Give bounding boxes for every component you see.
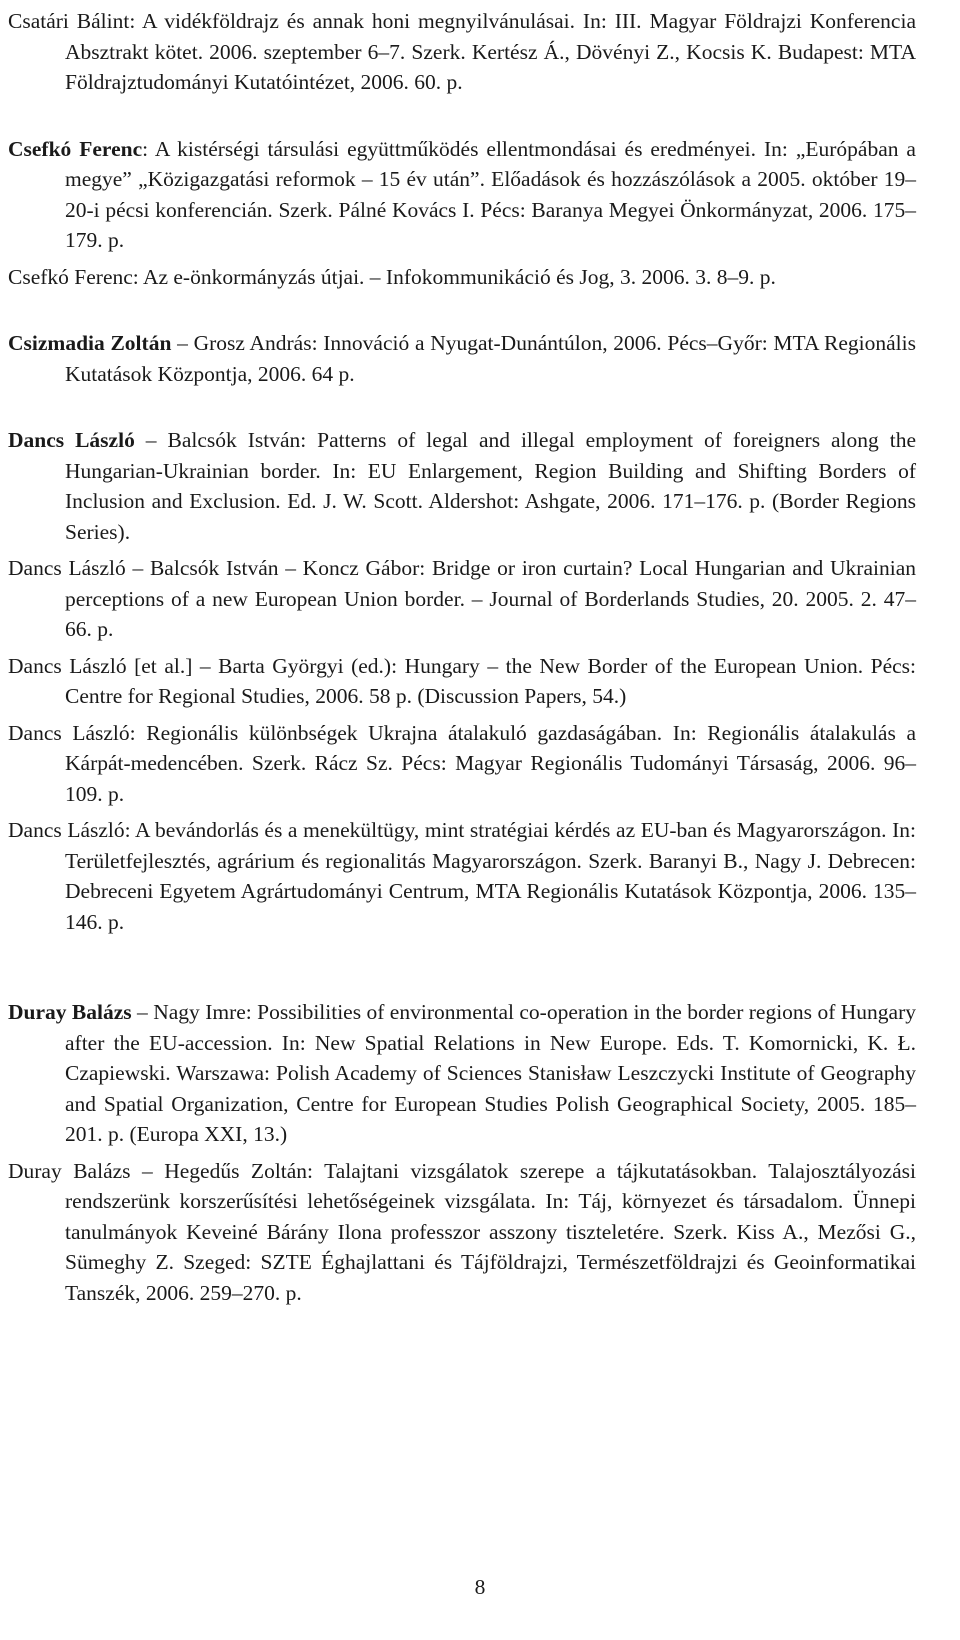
reference-author: Csefkó Ferenc	[8, 136, 143, 161]
reference-entry-dancs-2	[8, 553, 916, 645]
reference-text: Dancs László: A bevándorlás és a menekültügy, mint stratégiai kérdés az EU-ban és Magyarországon. In: Területfejlesztés, agrárium és regionalitás Magyarországon. Szerk. Baranyi B., Nagy J. Debrecen: Debreceni Egyetem Agrártudományi Centrum, MTA Regionális Kutatások Központja, 2006. 135–146. p.	[8, 818, 916, 934]
reference-entry-csizmadia	[8, 328, 916, 389]
reference-text: Csatári Bálint: A vidékföldrajz és annak honi megnyilvánulásai. In: III. Magyar Földrajzi Konferencia Absztrakt kötet. 2006. szeptember 6–7. Szerk. Kertész Á., Dövényi Z., Kocsis K. Budapest: MTA Földrajztudományi Kutatóintézet, 2006. 60. p.	[8, 9, 916, 94]
reference-entry-csefko-1	[8, 134, 916, 256]
reference-text: – Balcsók István: Patterns of legal and illegal employment of foreigners along the Hungarian-Ukrainian border. In: EU Enlargement, Region Building and Shifting Borders of Inclusion and Exclusion. Ed. J. W. Scott. Aldershot: Ashgate, 2006. 171–176. p. (Border Regions Series).	[65, 428, 916, 544]
reference-text: Dancs László: Regionális különbségek Ukrajna átalakuló gazdaságában. In: Regionális átalakulás a Kárpát-medencében. Szerk. Rácz Sz. Pécs: Magyar Regionális Tudományi Társaság, 2006. 96–109. p.	[8, 720, 916, 806]
reference-author: Duray Balázs	[8, 1000, 132, 1024]
reference-text: Csefkó Ferenc: Az e-önkormányzás útjai. – Infokommunikáció és Jog, 3. 2006. 3. 8–9. p.	[8, 264, 776, 289]
reference-author: Dancs László	[8, 428, 135, 452]
reference-text: Duray Balázs – Hegedűs Zoltán: Talajtani vizsgálatok szerepe a tájkutatásokban. Talajosztályozási rendszerünk korszerűsítési lehetőségeinek vizsgálata. In: Táj, környezet és társadalom. Ünnepi tanulmányok Keveiné Bárány Ilona professzor asszony tiszteletére. Szerk. Kiss A., Mezősi G., Sümeghy Z. Szeged: SZTE Éghajlattani és Tájföldrajzi, Természetföldrajzi és Geoinformatikai Tanszék, 2006. 259–270. p.	[8, 1158, 916, 1305]
reference-text: Dancs László – Balcsók István – Koncz Gábor: Bridge or iron curtain? Local Hungarian and Ukrainian perceptions of a new European Union border. – Journal of Borderlands Studies, 20. 2005. 2. 47–66. p.	[8, 556, 916, 641]
reference-entry-csefko-2	[8, 262, 916, 293]
reference-entry-duray-1	[8, 997, 916, 1150]
reference-text: – Nagy Imre: Possibilities of environmental co-operation in the border regions of Hungary after the EU-accession. In: New Spatial Relations in New Europe. Eds. T. Komornicki, K. Ł. Czapiewski. Warszawa: Polish Academy of Sciences Stanisław Leszczycki Institute of Geography and Spatial Organization, Centre for European Studies Polish Geographical Society, 2005. 185–201. p. (Europa XXI, 13.)	[65, 1000, 916, 1146]
reference-entry-duray-2	[8, 1156, 916, 1309]
reference-text: – Grosz András: Innováció a Nyugat-Dunántúlon, 2006. Pécs–Győr: MTA Regionális Kutatások Központja, 2006. 64 p.	[65, 331, 916, 386]
reference-entry-dancs-3	[8, 651, 916, 712]
reference-text: : A kistérségi társulási együttműködés ellentmondásai és eredményei. In: „Európában a megye” „Közigazgatási reformok – 15 év után”. Előadások és hozzászólások a 2005. október 19–20-i pécsi konferencián. Szerk. Pálné Kovács I. Pécs: Baranya Megyei Önkormányzat, 2006. 175–179. p.	[65, 136, 916, 252]
page-number: 8	[474, 1575, 486, 1599]
reference-entry-csatari	[8, 6, 916, 98]
reference-entry-dancs-4	[8, 718, 916, 810]
reference-author: Csizmadia Zoltán	[8, 331, 172, 355]
reference-text: Dancs László [et al.] – Barta Györgyi (ed.): Hungary – the New Border of the European Union. Pécs: Centre for Regional Studies, 2006. 58 p. (Discussion Papers, 54.)	[8, 653, 916, 708]
reference-entry-dancs-1	[8, 425, 916, 547]
reference-entry-dancs-5	[8, 815, 916, 937]
